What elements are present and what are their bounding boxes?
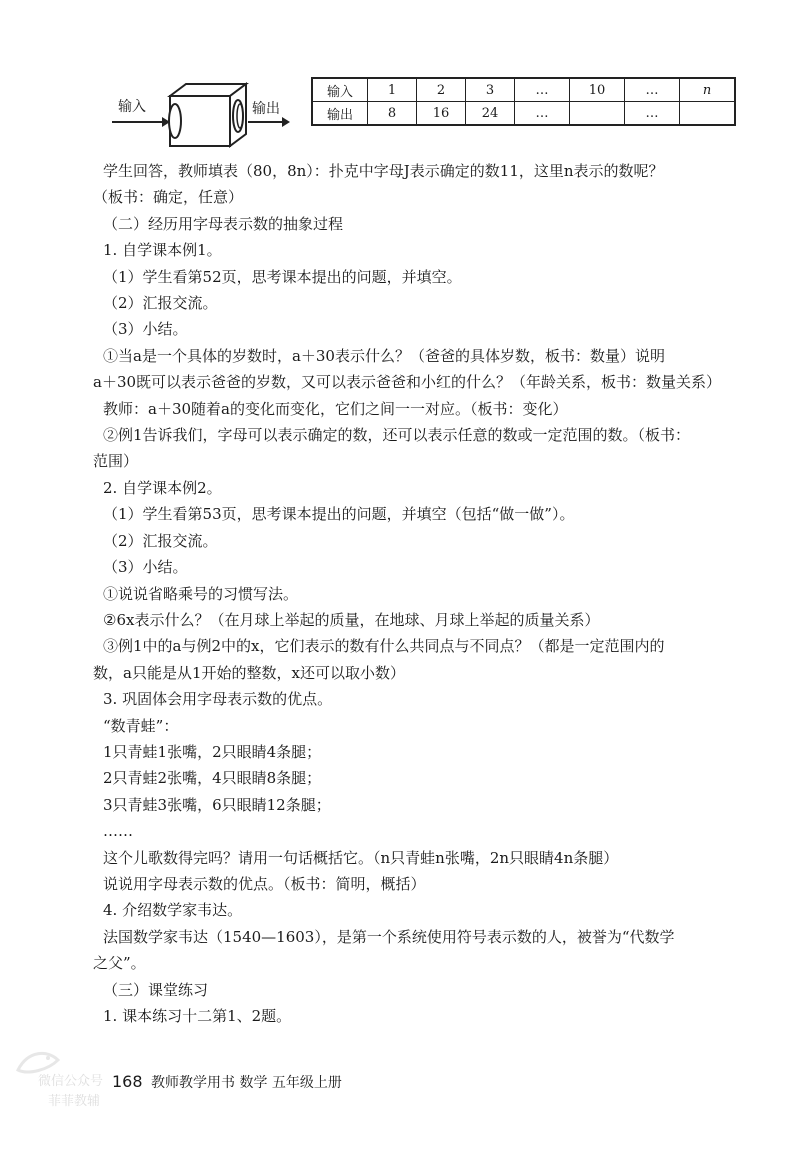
table-cell (570, 102, 625, 125)
section-heading: （三）课堂练习 (103, 980, 209, 999)
text-line: （2）汇报交流。 (103, 531, 218, 550)
input-label: 输入 (118, 99, 146, 115)
text-line: 教师：a＋30随着a的变化而变化，它们之间一一对应。（板书：变化） (103, 399, 568, 418)
table-cell: 16 (417, 102, 466, 125)
table-cell: … (625, 102, 680, 125)
text-line: …… (103, 822, 133, 841)
io-table (312, 78, 735, 125)
table-cell: … (515, 79, 570, 102)
text-line: 4. 介绍数学家韦达。 (103, 901, 243, 920)
book-title: 教师教学用书 数学 五年级上册 (151, 1075, 342, 1091)
text-line: （板书：确定，任意） (93, 188, 244, 207)
table-cell: 输出 (313, 102, 368, 125)
watermark (8, 1030, 128, 1110)
text-line: 2只青蛙2张嘴，4只眼睛8条腿； (103, 769, 322, 788)
text-line: 1. 自学课本例1。 (103, 241, 222, 260)
table-row (313, 102, 735, 125)
text-line: 范围） (93, 452, 139, 471)
table-row (313, 79, 735, 102)
watermark-line1: 微信公众号 (38, 1074, 104, 1089)
text-line: ③例1中的a与例2中的x，它们表示的数有什么共同点与不同点？（都是一定范围内的 (103, 637, 665, 656)
text-line: 3. 巩固体会用字母表示数的优点。 (103, 690, 333, 709)
text-line: ①当a是一个具体的岁数时，a＋30表示什么？（爸爸的具体岁数，板书：数量）说明 (103, 346, 665, 365)
table-cell: 输入 (313, 79, 368, 102)
table-cell: 24 (466, 102, 515, 125)
text-line: a＋30既可以表示爸爸的岁数，又可以表示爸爸和小红的什么？（年龄关系，板书：数量关系） (93, 373, 722, 392)
text-line: 1. 课本练习十二第1、2题。 (103, 1007, 292, 1025)
table-cell: n (680, 79, 735, 102)
table-cell: 8 (368, 102, 417, 125)
text-line: “数青蛙”： (103, 716, 179, 735)
table-cell: 3 (466, 79, 515, 102)
text-line: 数，a只能是从1开始的整数，x还可以取小数） (93, 663, 405, 682)
table-cell: 10 (570, 79, 625, 102)
page-footer (112, 1072, 342, 1092)
table-cell: … (515, 102, 570, 125)
function-machine-diagram (112, 82, 292, 152)
text-line: 法国数学家韦达（1540—1603），是第一个系统使用符号表示数的人，被誉为“代数学 (103, 927, 675, 946)
section-heading: （二）经历用字母表示数的抽象过程 (103, 214, 344, 233)
text-line: 3只青蛙3张嘴，6只眼睛12条腿； (103, 795, 331, 814)
text-line: 说说用字母表示数的优点。（板书：简明，概括） (103, 874, 426, 893)
text-line: （2）汇报交流。 (103, 294, 218, 313)
watermark-line2: 菲菲教辅 (48, 1094, 101, 1109)
lesson-text (93, 158, 753, 1029)
text-line: ②例1告诉我们，字母可以表示确定的数，还可以表示任意的数或一定范围的数。（板书： (103, 426, 691, 445)
text-line: 这个儿歌数得完吗？请用一句话概括它。（n只青蛙n张嘴，2n只眼睛4n条腿） (103, 848, 619, 867)
text-line: 之父”。 (93, 954, 146, 973)
text-line: （1）学生看第52页，思考课本提出的问题，并填空。 (103, 267, 462, 286)
text-line: 2. 自学课本例2。 (103, 478, 222, 497)
text-line: （3）小结。 (103, 320, 188, 339)
text-line: 学生回答，教师填表（80，8n）：扑克中字母J表示确定的数11，这里n表示的数呢？ (103, 162, 664, 180)
text-line: ②6x表示什么？（在月球上举起的质量，在地球、月球上举起的质量关系） (103, 610, 600, 629)
text-line: ①说说省略乘号的习惯写法。 (103, 584, 299, 603)
page-number: 168 (112, 1072, 143, 1091)
table-cell: 1 (368, 79, 417, 102)
table-cell: … (625, 79, 680, 102)
table-cell: 2 (417, 79, 466, 102)
output-label: 输出 (252, 101, 280, 117)
text-line: （1）学生看第53页，思考课本提出的问题，并填空（包括“做一做”）。 (103, 505, 575, 524)
text-line: 1只青蛙1张嘴，2只眼睛4条腿； (103, 742, 322, 761)
text-line: （3）小结。 (103, 558, 188, 577)
table-cell (680, 102, 735, 125)
